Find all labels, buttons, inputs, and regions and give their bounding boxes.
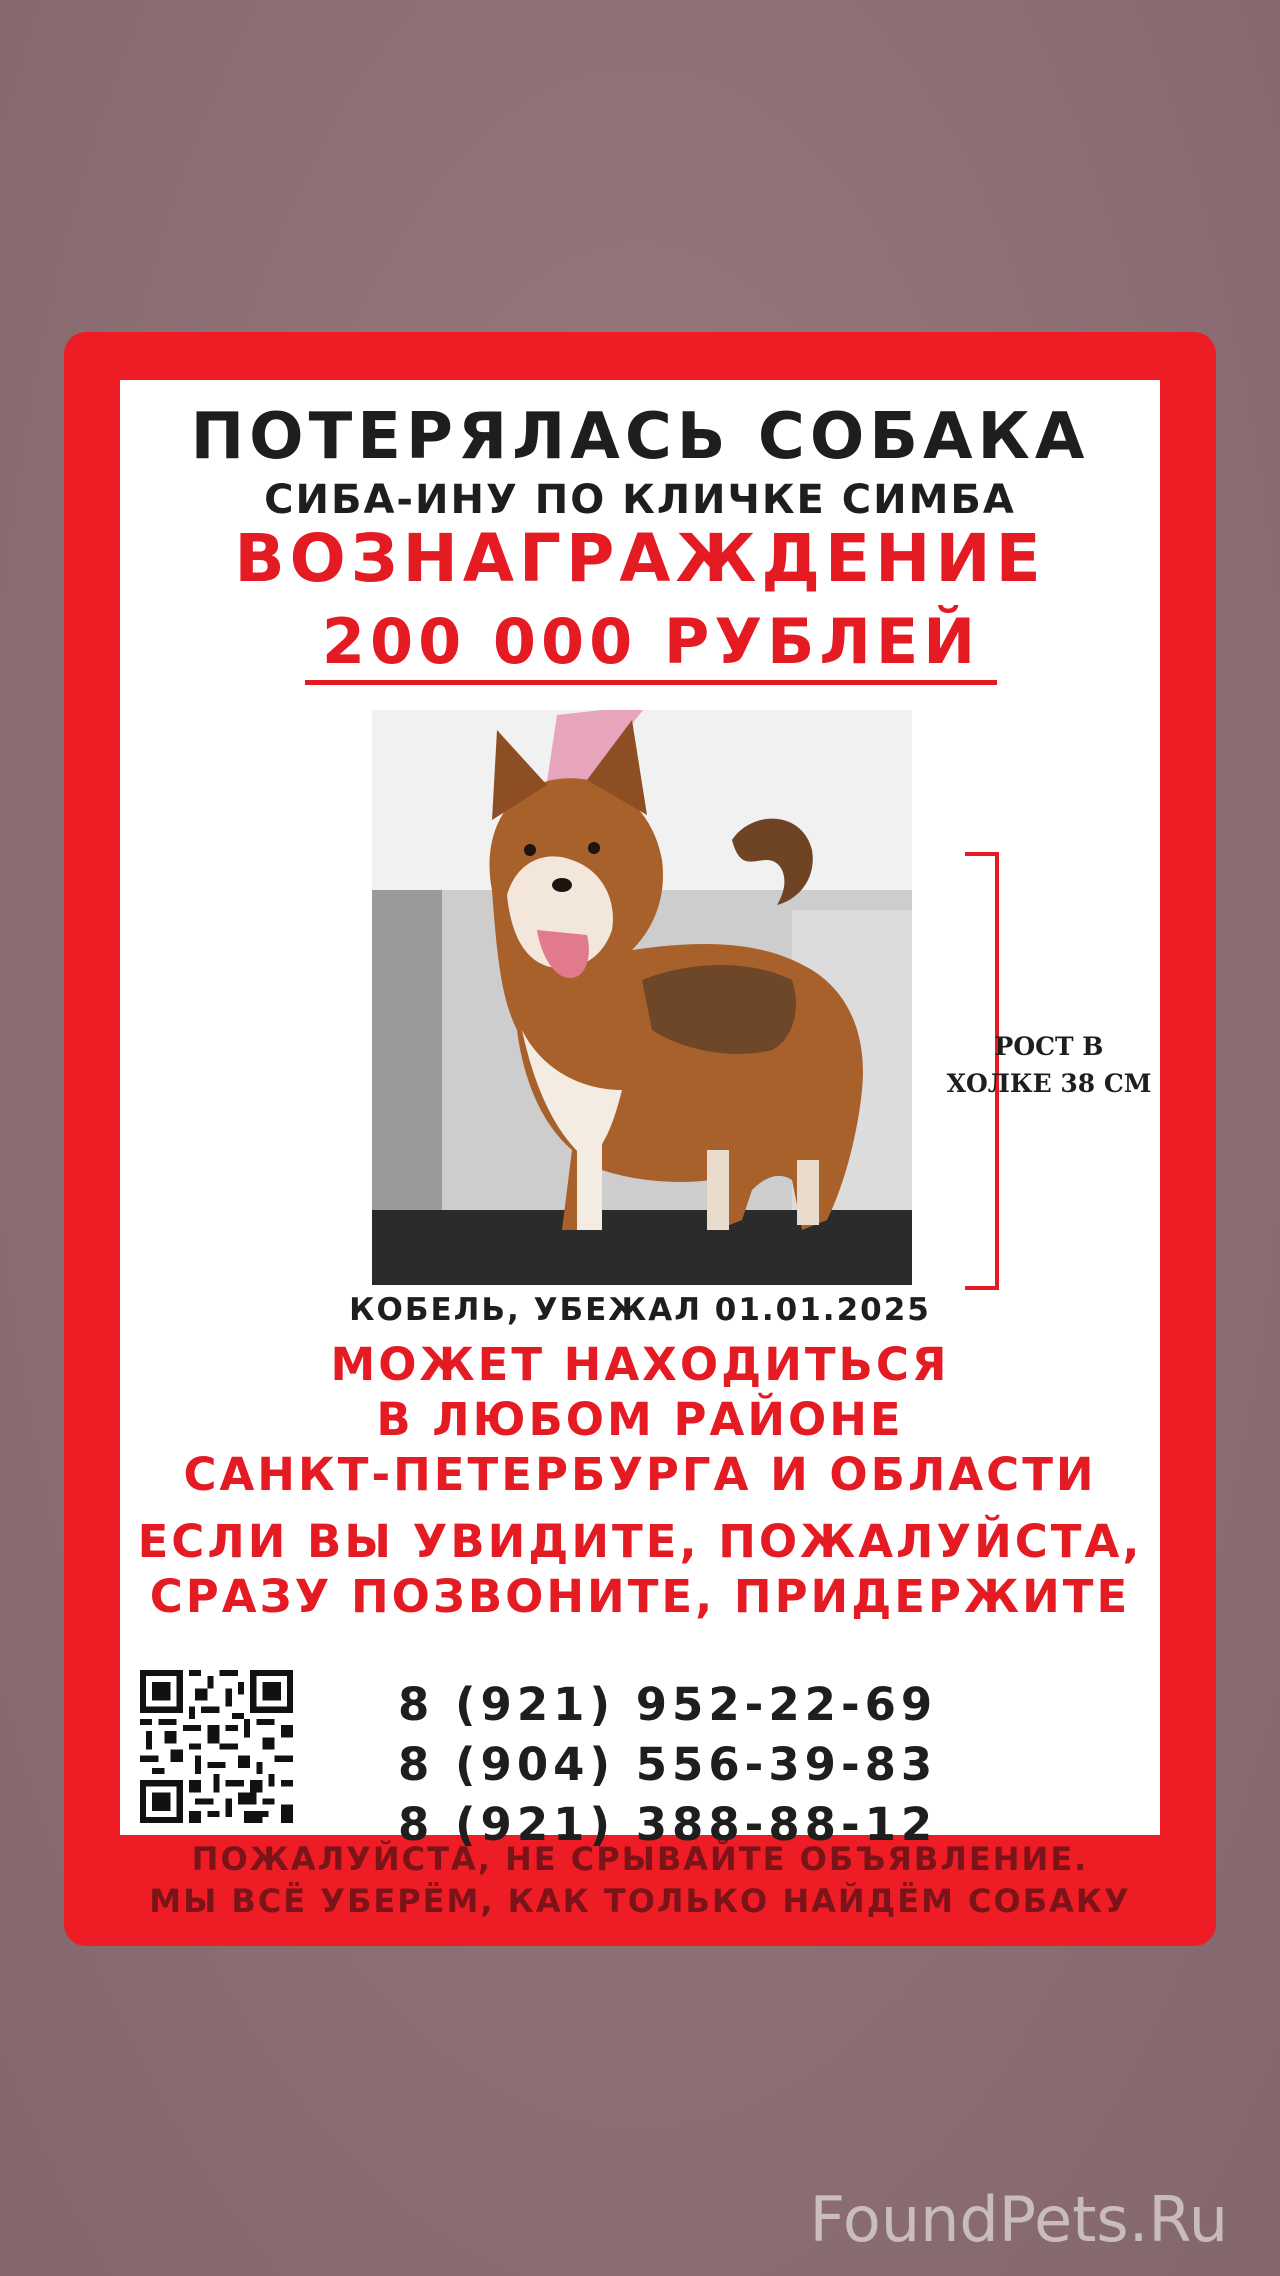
site-watermark: FoundPets.Ru	[809, 2183, 1228, 2256]
plea-line: ЕСЛИ ВЫ УВИДИТЕ, ПОЖАЛУЙСТА,	[137, 1515, 1143, 1568]
footer-line: МЫ ВСЁ УБЕРЁМ, КАК ТОЛЬКО НАЙДЁМ СОБАКУ	[149, 1882, 1131, 1920]
lost-dog-poster	[64, 332, 1216, 1946]
reward-amount: 200 000 РУБЛЕЙ	[305, 605, 997, 685]
height-label: РОСТ В ХОЛКЕ 38 СМ	[946, 1032, 1152, 1098]
phone-number[interactable]: 8 (921) 388-88-12	[398, 1798, 938, 1851]
gender-date-text: КОБЕЛЬ, УБЕЖАЛ 01.01.2025	[349, 1292, 931, 1328]
phone-number[interactable]: 8 (904) 556-39-83	[398, 1738, 938, 1791]
phone-number[interactable]: 8 (921) 952-22-69	[398, 1678, 938, 1731]
plea-line: СРАЗУ ПОЗВОНИТЕ, ПРИДЕРЖИТЕ	[149, 1570, 1131, 1623]
qr-code-icon	[140, 1670, 293, 1823]
dog-photo	[372, 710, 912, 1285]
poster-title: ПОТЕРЯЛАСЬ СОБАКА	[190, 400, 1090, 474]
location-line: САНКТ-ПЕТЕРБУРГА И ОБЛАСТИ	[183, 1448, 1097, 1501]
poster-content	[120, 380, 1160, 1851]
location-line: МОЖЕТ НАХОДИТЬСЯ	[330, 1338, 950, 1391]
reward-label: ВОЗНАГРАЖДЕНИЕ	[234, 520, 1046, 597]
poster-subtitle: СИБА-ИНУ ПО КЛИЧКЕ СИМБА	[264, 477, 1016, 523]
location-line: В ЛЮБОМ РАЙОНЕ	[376, 1393, 904, 1446]
footer-line: ПОЖАЛУЙСТА, НЕ СРЫВАЙТЕ ОБЪЯВЛЕНИЕ.	[191, 1840, 1089, 1878]
